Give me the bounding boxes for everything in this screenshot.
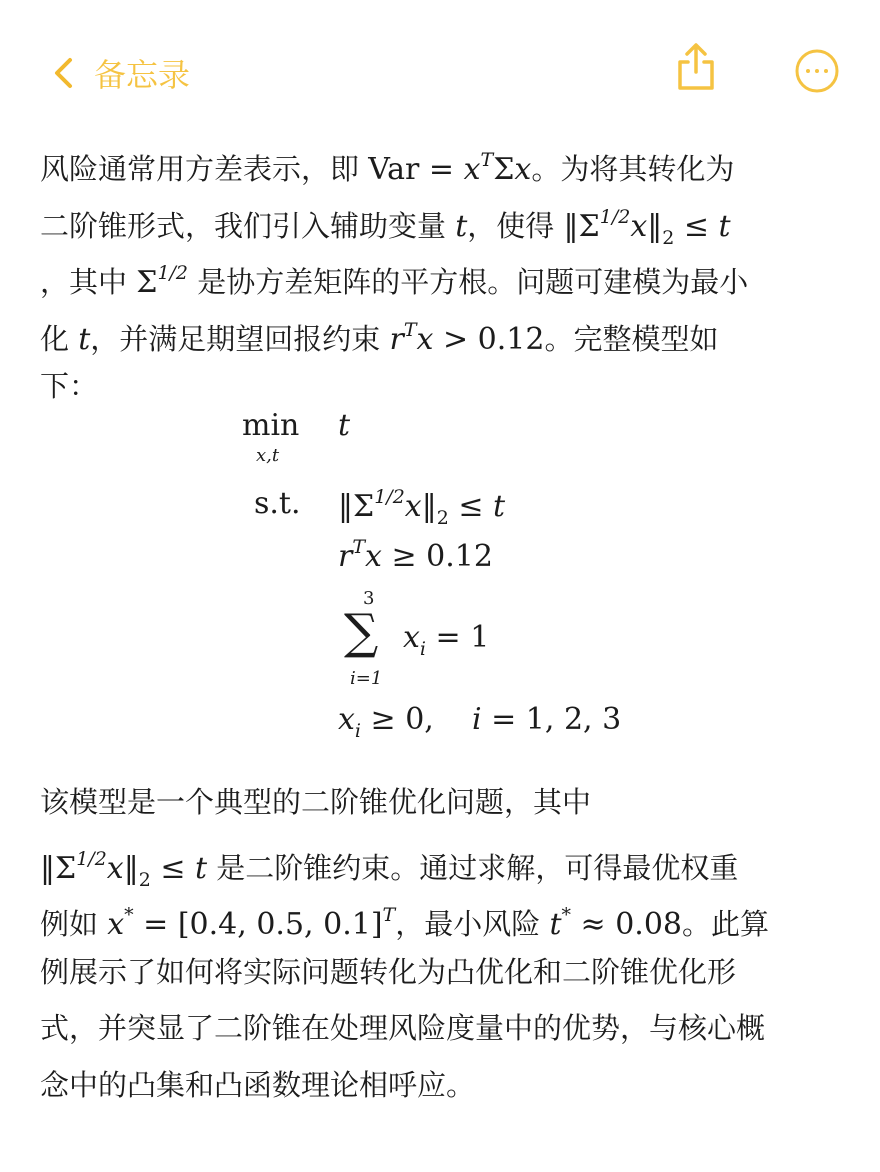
math-segment: T <box>382 904 396 926</box>
text-line <box>40 952 736 992</box>
math-segment: t <box>78 321 91 357</box>
text-segment: 是协方差矩阵的平方根。问题可建模为最小 <box>188 265 749 299</box>
math-segment: x <box>514 152 532 187</box>
text-segment: 。此算 <box>682 907 770 941</box>
math-segment: T <box>403 318 417 341</box>
text-segment: 例展示了如何将实际问题转化为凸优化和二阶锥优化形 <box>40 954 737 989</box>
text-segment: 。完整模型如 <box>544 321 719 356</box>
text-line <box>40 839 738 900</box>
more-options-icon[interactable] <box>794 48 840 94</box>
text-segment: 。为将其转化为 <box>531 152 735 186</box>
math-segment: ≈ 0.08 <box>571 907 683 942</box>
text-segment: 是二阶锥约束。通过求解，可得最优权重 <box>207 850 739 885</box>
min-operator: min <box>242 408 300 443</box>
text-segment: ，并满足期望回报约束 <box>90 321 390 356</box>
sum-lower-limit: i=1 <box>350 668 383 689</box>
math-segment: ‖Σ <box>563 208 600 244</box>
math-segment: 2 <box>662 226 675 249</box>
math-segment: * <box>561 904 572 926</box>
back-label: 备忘录 <box>94 56 191 94</box>
math-segment: x <box>630 208 648 244</box>
math-segment: t <box>195 850 208 886</box>
text-line <box>40 782 591 822</box>
math-segment: Σ <box>136 265 158 300</box>
math-segment: x <box>463 152 481 187</box>
navigation-bar <box>0 40 880 104</box>
math-segment: x <box>107 907 125 942</box>
text-segment: 式，并突显了二阶锥在处理风险度量中的优势，与核心概 <box>40 1011 766 1045</box>
math-segment: ‖ <box>123 850 139 886</box>
constraint-nonneg: $x_i \ge 0$, i = 1, 2, 3 <box>338 702 622 742</box>
math-segment: > 0.12 <box>433 321 545 357</box>
text-segment: 例如 <box>40 907 108 941</box>
math-segment: Σ <box>493 152 515 187</box>
math-segment: ‖ <box>647 208 663 244</box>
math-segment: t <box>549 907 562 942</box>
text-line <box>40 1008 765 1048</box>
text-line <box>40 197 731 258</box>
math-segment: x <box>416 321 434 357</box>
math-segment: ≤ <box>674 208 719 244</box>
math-segment: x <box>106 850 124 886</box>
text-segment: 二阶锥形式，我们引入辅助变量 <box>40 208 456 243</box>
math-segment: T <box>480 149 494 171</box>
objective: t <box>338 408 351 443</box>
text-segment: ，使得 <box>467 208 564 243</box>
text-segment: 化 <box>40 321 79 356</box>
math-segment: 2 <box>138 868 151 891</box>
math-segment: 1/2 <box>599 205 631 228</box>
constraint-budget: $x_i = 1$ <box>403 620 490 660</box>
text-segment: ，其中 <box>40 265 137 299</box>
text-segment: 该模型是一个典型的二阶锥优化问题，其中 <box>40 785 592 819</box>
math-segment: ≤ <box>150 850 196 886</box>
min-subscript: x,t <box>256 445 280 466</box>
sum-symbol: ∑ <box>344 604 379 660</box>
math-segment: r <box>389 321 404 357</box>
text-line <box>40 140 734 190</box>
text-segment: 念中的凸集和凸函数理论相呼应。 <box>40 1067 476 1102</box>
math-segment: 1/2 <box>76 847 107 870</box>
text-line <box>40 1065 475 1105</box>
constraint-return: $r^Tx \ge 0.12$ <box>338 536 493 574</box>
text-segment: 下： <box>40 369 99 403</box>
text-line <box>40 310 718 360</box>
chevron-left-icon <box>50 56 76 90</box>
text-line <box>40 253 748 303</box>
math-segment: ‖Σ <box>40 850 77 886</box>
math-segment: Var = <box>368 152 464 187</box>
text-segment: 风险通常用方差表示，即 <box>40 152 369 186</box>
math-segment: = [0.4, 0.5, 0.1] <box>133 907 383 942</box>
constraint-soc: $‖\Sigma^{1/2}x‖_2 \le t$ <box>338 486 506 529</box>
math-segment: * <box>124 904 134 926</box>
math-segment: t <box>455 208 468 244</box>
math-segment: t <box>718 208 731 244</box>
math-segment: 1/2 <box>157 262 189 284</box>
share-icon[interactable] <box>674 42 718 92</box>
sum-upper-limit: 3 <box>363 588 375 609</box>
text-line <box>40 366 98 406</box>
subject-to-label: s.t. <box>254 486 301 521</box>
back-button[interactable] <box>50 50 190 96</box>
text-line <box>40 895 769 945</box>
text-segment: ，最小风险 <box>395 907 550 941</box>
